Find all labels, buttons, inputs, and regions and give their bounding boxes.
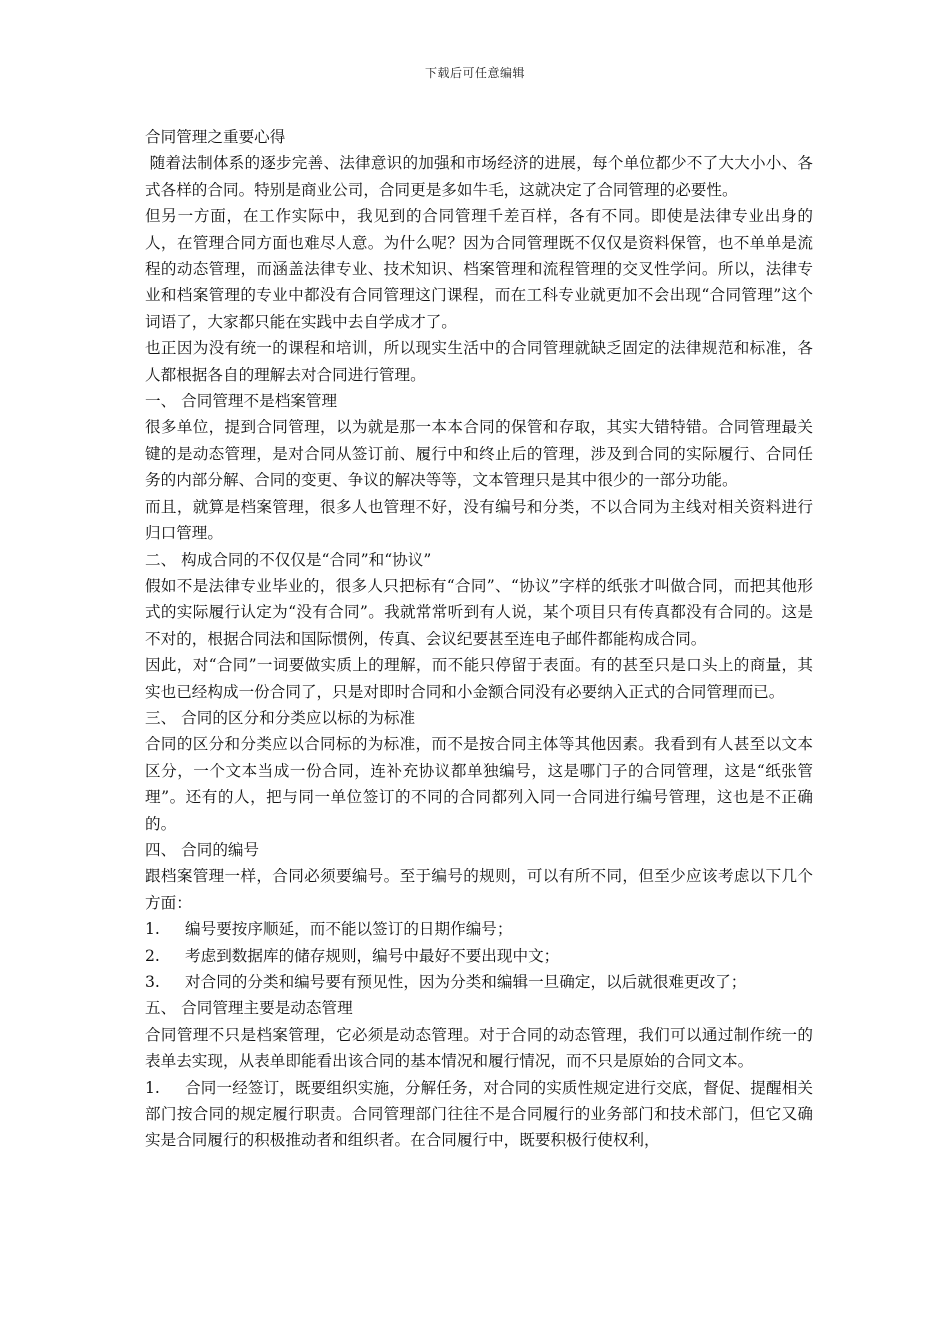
section-heading: 一、 合同管理不是档案管理 [145, 392, 338, 411]
document-title: 合同管理之重要心得 [145, 128, 286, 146]
paragraph: 很多单位，提到合同管理，以为就是那一本本合同的保管和存取，其实大错特错。合同管理最关键的是动态管理，是对合同从签订前、履行中和终止后的管理，涉及到合同的实际履行、合同任务的内部分解、合同的变更、争议的解决等等，文本管理只是其中很少的一部分功能。 [145, 418, 813, 490]
paragraph: 跟档案管理一样，合同必须要编号。至于编号的规则，可以有所不同，但至少应该考虑以下几个方面： [145, 867, 813, 912]
list-number: 3. [145, 973, 160, 991]
list-text: 合同一经签订，既要组织实施，分解任务，对合同的实质性规定进行交底，督促、提醒相关部门按合同的规定履行职责。合同管理部门往往不是合同履行的业务部门和技术部门，但它又确实是合同履行的积极推动者和组织者。在合同履行中，既要积极行使权利， [145, 1078, 813, 1150]
list-item [145, 916, 813, 942]
list-item [145, 943, 813, 969]
paragraph: 假如不是法律专业毕业的，很多人只把标有“合同”、“协议”字样的纸张才叫做合同，而把其他形式的实际履行认定为“没有合同”。我就常常听到有人说，某个项目只有传真都没有合同的。这是不对的，根据合同法和国际惯例，传真、会议纪要甚至连电子邮件都能构成合同。 [145, 576, 813, 648]
list-number: 1. [145, 1078, 160, 1097]
section-heading: 五、 合同管理主要是动态管理 [145, 999, 353, 1018]
paragraph: 合同的区分和分类应以合同标的为标准，而不是按合同主体等其他因素。我看到有人甚至以文本区分，一个文本当成一份合同，连补充协议都单独编号，这是哪门子的合同管理，这是“纸张管理”。还有的人，把与同一单位签订的不同的合同都列入同一合同进行编号管理，这也是不正确的。 [145, 735, 813, 833]
list-item [145, 1075, 813, 1154]
section-heading: 四、 合同的编号 [145, 840, 260, 859]
page-header: 下载后可任意编辑 [424, 66, 525, 80]
list-number: 1. [145, 920, 160, 939]
paragraph: 因此，对“合同”一词要做实质上的理解，而不能只停留于表面。有的甚至只是口头上的商量，其实也已经构成一份合同了，只是对即时合同和小金额合同没有必要纳入正式的合同管理而已。 [145, 656, 813, 701]
paragraph: 也正因为没有统一的课程和培训，所以现实生活中的合同管理就缺乏固定的法律规范和标准，各人都根据各自的理解去对合同进行管理。 [145, 339, 813, 384]
document-body [145, 124, 813, 1154]
list-number: 2. [145, 946, 160, 965]
list-text: 对合同的分类和编号要有预见性，因为分类和编辑一旦确定，以后就很难更改了； [185, 973, 747, 991]
list-item [145, 969, 813, 995]
paragraph: 但另一方面，在工作实际中，我见到的合同管理千差百样，各有不同。即使是法律专业出身的人，在管理合同方面也难尽人意。为什么呢？因为合同管理既不仅仅是资料保管，也不单单是流程的动态管理，而涵盖法律专业、技术知识、档案管理和流程管理的交叉性学问。所以，法律专业和档案管理的专业中都没有合同管理这门课程，而在工科专业就更加不会出现“合同管理”这个词语了，大家都只能在实践中去自学成才了。 [145, 207, 813, 331]
paragraph: 而且，就算是档案管理，很多人也管理不好，没有编号和分类，不以合同为主线对相关资料进行归口管理。 [145, 497, 813, 543]
section-heading: 二、 构成合同的不仅仅是“合同”和“协议” [145, 550, 432, 569]
list-text: 编号要按序顺延，而不能以签订的日期作编号； [185, 920, 513, 939]
list-text: 考虑到数据库的储存规则，编号中最好不要出现中文； [185, 946, 560, 965]
paragraph: 合同管理不只是档案管理，它必须是动态管理。对于合同的动态管理，我们可以通过制作统一的表单去实现，从表单即能看出该合同的基本情况和履行情况，而不只是原始的合同文本。 [145, 1025, 813, 1071]
paragraph-intro: 随着法制体系的逐步完善、法律意识的加强和市场经济的进展，每个单位都少不了大大小小、各式各样的合同。特别是商业公司，合同更是多如牛毛，这就决定了合同管理的必要性。 [145, 154, 813, 199]
section-heading: 三、 合同的区分和分类应以标的为标准 [145, 708, 416, 727]
